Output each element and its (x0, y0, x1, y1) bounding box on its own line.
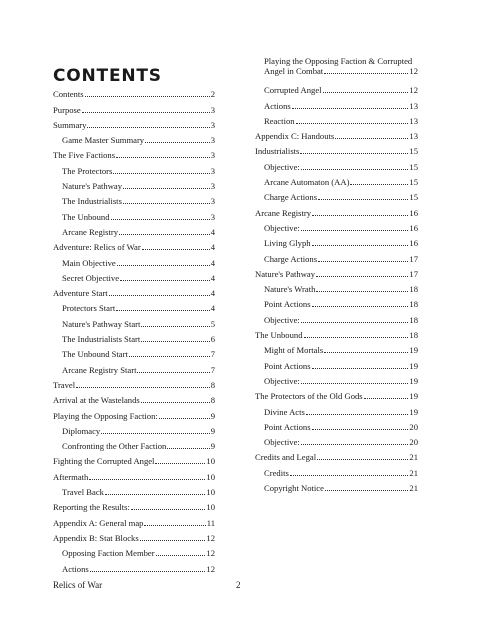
toc-entry-page: 4 (210, 257, 215, 268)
dot-leader (111, 219, 210, 220)
toc-entry-title: Credits (264, 467, 289, 478)
toc-entry-page: 5 (210, 318, 215, 329)
toc-entry-page: 10 (206, 471, 215, 482)
toc-entry-page: 17 (409, 253, 418, 264)
toc-entry-page: 4 (210, 272, 215, 283)
toc-entry-title: Nature's Pathway (62, 181, 123, 192)
toc-entry[interactable] (255, 80, 418, 95)
toc-entry[interactable] (53, 191, 215, 206)
toc-column-right (255, 56, 418, 493)
toc-entry[interactable] (255, 432, 418, 447)
toc-entry-title: Actions (62, 563, 89, 574)
dot-leader (76, 387, 210, 388)
toc-entry[interactable] (255, 218, 418, 233)
toc-entry-page: 6 (210, 334, 215, 345)
toc-entry-page: 20 (409, 437, 418, 448)
toc-entry[interactable] (53, 512, 215, 527)
toc-entry-page: 12 (206, 532, 215, 543)
toc-entry-page: 4 (210, 242, 215, 253)
toc-column-left (53, 84, 215, 574)
toc-entry-title: Charge Actions (264, 192, 318, 203)
toc-entry[interactable] (255, 172, 418, 187)
toc-entry-page: 16 (409, 238, 418, 249)
toc-entry-page: 3 (210, 211, 215, 222)
dot-leader (335, 138, 408, 139)
dot-leader (140, 540, 206, 541)
toc-entry-title: Copyright Notice (264, 483, 324, 494)
toc-entry-page: 15 (409, 192, 418, 203)
toc-entry-title: The Unbound Start (62, 349, 128, 360)
toc-entry-title: Nature's Pathway (255, 268, 316, 279)
dot-leader (301, 322, 409, 323)
toc-entry-page: 16 (409, 207, 418, 218)
dot-leader (113, 173, 209, 174)
toc-entry[interactable] (53, 451, 215, 466)
dot-leader (316, 276, 408, 277)
contents-heading: CONTENTS (53, 66, 162, 86)
toc-entry[interactable] (53, 206, 215, 221)
dot-leader (141, 402, 210, 403)
toc-entry-title: The Five Factions (53, 150, 116, 161)
toc-entry-title: Appendix C: Handouts (255, 131, 335, 142)
toc-entry-title: Credits and Legal (255, 452, 317, 463)
toc-entry-title: The Protectors (62, 165, 113, 176)
toc-entry[interactable] (255, 264, 418, 279)
toc-entry-page: 17 (409, 268, 418, 279)
toc-entry-page: 7 (210, 349, 215, 360)
toc-entry-page: 18 (409, 330, 418, 341)
toc-entry-title: Reaction (264, 115, 295, 126)
toc-entry[interactable] (53, 436, 215, 451)
toc-entry-page: 12 (206, 563, 215, 574)
toc-entry-title: Contents (53, 89, 84, 100)
toc-entry[interactable] (53, 283, 215, 298)
dot-leader (90, 571, 206, 572)
toc-entry[interactable] (53, 421, 215, 436)
toc-entry[interactable] (53, 359, 215, 374)
toc-entry-page: 3 (210, 196, 215, 207)
toc-entry[interactable] (53, 145, 215, 160)
dot-leader (301, 383, 409, 384)
toc-entry-page: 12 (409, 66, 418, 76)
toc-entry[interactable] (53, 344, 215, 359)
toc-entry-title: Game Master Summary (62, 135, 145, 146)
toc-entry-title: Arcane Registry Start (62, 364, 137, 375)
toc-entry[interactable] (53, 405, 215, 420)
dot-leader (123, 203, 210, 204)
toc-entry-page: 15 (409, 146, 418, 157)
dot-leader (324, 352, 408, 353)
toc-entry-title: Adventure: Relics of War (53, 242, 141, 253)
toc-entry-title: The Industrialists Start (62, 334, 141, 345)
toc-entry-page: 19 (409, 345, 418, 356)
toc-entry-page: 21 (409, 483, 418, 494)
toc-entry[interactable] (255, 386, 418, 401)
toc-entry[interactable] (255, 156, 418, 171)
toc-entry-page: 19 (409, 375, 418, 386)
toc-entry-page: 18 (409, 299, 418, 310)
toc-entry[interactable] (255, 417, 418, 432)
toc-entry[interactable] (53, 130, 215, 145)
dot-leader (116, 157, 210, 158)
toc-entry[interactable] (255, 248, 418, 263)
dot-leader (116, 310, 209, 311)
toc-entry-page: 19 (409, 360, 418, 371)
toc-entry-title: Nature's Pathway Start (62, 318, 141, 329)
toc-entry-page: 3 (210, 135, 215, 146)
toc-entry[interactable] (255, 340, 418, 355)
dot-leader (312, 215, 408, 216)
dot-leader (123, 188, 210, 189)
toc-entry-title: Playing the Opposing Faction & Corrupted (264, 56, 413, 66)
dot-leader (312, 306, 409, 307)
toc-entry[interactable] (255, 309, 418, 324)
dot-leader (301, 444, 409, 445)
toc-entry-page: 21 (409, 452, 418, 463)
toc-entry-title: Secret Objective (62, 272, 120, 283)
dot-leader (296, 123, 409, 124)
toc-entry-title: Objective: (264, 437, 300, 448)
dot-leader (306, 414, 409, 415)
toc-entry-title: Corrupted Angel (264, 85, 322, 96)
toc-entry-page: 8 (210, 395, 215, 406)
toc-entry-page: 19 (409, 406, 418, 417)
toc-entry-title: Purpose (53, 104, 81, 115)
toc-entry[interactable] (53, 237, 215, 252)
toc-entry-page: 18 (409, 284, 418, 295)
toc-entry-title: Objective: (264, 375, 300, 386)
toc-entry-title: Nature's Wrath (264, 284, 316, 295)
toc-entry-title: Playing the Opposing Faction: (53, 410, 158, 421)
dot-leader (137, 372, 209, 373)
toc-entry[interactable] (53, 497, 215, 512)
footer-title: Relics of War (53, 580, 103, 590)
dot-leader (292, 108, 409, 109)
toc-entry-title: Arrival at the Wastelands (53, 395, 140, 406)
dot-leader (109, 295, 210, 296)
dot-leader (301, 169, 409, 170)
dot-leader (312, 429, 409, 430)
toc-entry[interactable] (255, 95, 418, 110)
toc-entry-title: Reporting the Results: (53, 502, 130, 513)
dot-leader (316, 291, 408, 292)
toc-entry-page: 10 (206, 456, 215, 467)
toc-entry-title: Divine Acts (264, 406, 305, 417)
toc-entry-page: 4 (210, 303, 215, 314)
dot-leader (300, 153, 408, 154)
toc-entry-title: Appendix B: Stat Blocks (53, 532, 139, 543)
toc-entry-page: 3 (210, 165, 215, 176)
toc-entry[interactable] (53, 313, 215, 328)
dot-leader (156, 555, 206, 556)
toc-entry[interactable] (255, 447, 418, 462)
toc-entry-title: The Industrialists (62, 196, 122, 207)
toc-entry-page: 4 (210, 226, 215, 237)
toc-entry-page: 20 (409, 421, 418, 432)
toc-entry-page: 3 (210, 104, 215, 115)
dot-leader (87, 127, 209, 128)
toc-entry-title: Arcane Registry (62, 226, 119, 237)
dot-leader (304, 337, 409, 338)
toc-entry-page: 12 (409, 85, 418, 96)
dot-leader (325, 490, 408, 491)
toc-entry-title: Objective: (264, 222, 300, 233)
dot-leader (119, 234, 210, 235)
dot-leader (141, 341, 209, 342)
dot-leader (101, 433, 210, 434)
toc-entry[interactable] (255, 233, 418, 248)
toc-entry-title: Summary (53, 119, 87, 130)
toc-entry[interactable] (53, 329, 215, 344)
toc-entry-page: 4 (210, 288, 215, 299)
toc-entry-title: Industrialists (255, 146, 300, 157)
toc-entry[interactable] (255, 401, 418, 416)
toc-entry[interactable] (255, 355, 418, 370)
dot-leader (312, 368, 409, 369)
dot-leader (159, 418, 210, 419)
toc-entry-page: 12 (206, 548, 215, 559)
dot-leader (142, 249, 210, 250)
toc-entry-page: 21 (409, 467, 418, 478)
toc-entry[interactable] (255, 202, 418, 217)
toc-entry-title: Adventure Start (53, 288, 108, 299)
toc-entry-title: Point Actions (264, 360, 311, 371)
toc-entry-page: 3 (210, 119, 215, 130)
dot-leader (167, 448, 209, 449)
dot-leader (105, 494, 205, 495)
toc-entry-title: Arcane Automaton (AA) (264, 177, 350, 188)
toc-entry[interactable] (255, 279, 418, 294)
toc-entry[interactable] (255, 141, 418, 156)
toc-entry-page: 18 (409, 314, 418, 325)
dot-leader (117, 265, 210, 266)
toc-entry[interactable] (53, 99, 215, 114)
toc-entry-page: 13 (409, 115, 418, 126)
toc-entry-page: 9 (210, 441, 215, 452)
dot-leader (145, 142, 210, 143)
toc-entry-title-continued: Angel in Combat (264, 66, 324, 76)
toc-entry-title: Travel (53, 379, 76, 390)
toc-entry-title: Travel Back (62, 487, 104, 498)
toc-entry-title: Diplomacy (62, 425, 101, 436)
toc-entry-page: 16 (409, 222, 418, 233)
dot-leader (350, 184, 408, 185)
dot-leader (318, 199, 408, 200)
toc-entry-title: The Unbound (62, 211, 110, 222)
toc-entry-page: 9 (210, 425, 215, 436)
toc-entry[interactable] (255, 371, 418, 386)
toc-entry-page: 10 (206, 502, 215, 513)
toc-entry-page: 13 (409, 131, 418, 142)
dot-leader (301, 230, 409, 231)
dot-leader (318, 261, 408, 262)
dot-leader (85, 96, 210, 97)
toc-entry[interactable] (53, 482, 215, 497)
toc-entry-title: Point Actions (264, 421, 311, 432)
toc-entry[interactable] (53, 252, 215, 267)
toc-entry-title: Might of Mortals (264, 345, 324, 356)
dot-leader (317, 459, 408, 460)
toc-entry[interactable] (255, 187, 418, 202)
dot-leader (120, 280, 210, 281)
toc-entry-title: The Protectors of the Old Gods (255, 391, 363, 402)
toc-entry-title: Objective: (264, 314, 300, 325)
toc-entry[interactable] (53, 298, 215, 313)
toc-entry[interactable] (53, 558, 215, 573)
toc-entry-page: 9 (210, 410, 215, 421)
toc-entry[interactable] (53, 115, 215, 130)
dot-leader (312, 245, 409, 246)
toc-entry-page: 15 (409, 161, 418, 172)
dot-leader (129, 356, 210, 357)
dot-leader (131, 509, 206, 510)
toc-entry-page: 10 (206, 487, 215, 498)
toc-entry[interactable] (255, 325, 418, 340)
toc-entry[interactable] (53, 466, 215, 481)
dot-leader (364, 398, 409, 399)
toc-entry-page: 8 (210, 379, 215, 390)
toc-entry[interactable] (53, 268, 215, 283)
toc-entry-page: 11 (206, 517, 215, 528)
toc-entry-title: Objective: (264, 161, 300, 172)
toc-entry[interactable] (255, 478, 418, 493)
toc-entry[interactable] (53, 160, 215, 175)
dot-leader (89, 479, 205, 480)
toc-entry[interactable] (53, 176, 215, 191)
toc-entry-title: Arcane Registry (255, 207, 312, 218)
toc-entry-title: The Unbound (255, 330, 303, 341)
toc-entry-page: 2 (210, 89, 215, 100)
toc-entry[interactable] (53, 375, 215, 390)
toc-entry[interactable] (255, 294, 418, 309)
toc-entry-page: 19 (409, 391, 418, 402)
dot-leader (155, 463, 205, 464)
toc-entry-title: Charge Actions (264, 253, 318, 264)
toc-entry[interactable] (255, 126, 418, 141)
toc-entry[interactable] (53, 222, 215, 237)
toc-entry-title: Fighting the Corrupted Angel (53, 456, 155, 467)
toc-entry[interactable] (53, 84, 215, 99)
dot-leader (290, 475, 409, 476)
toc-entry-title: Main Objective (62, 257, 116, 268)
toc-entry[interactable] (53, 543, 215, 558)
toc-entry-title: Confronting the Other Faction (62, 441, 167, 452)
toc-entry-title: Actions (264, 100, 291, 111)
toc-entry-page: 15 (409, 177, 418, 188)
toc-entry[interactable] (255, 56, 418, 80)
toc-entry-title: Protectors Start (62, 303, 116, 314)
toc-entry-title: Living Glyph (264, 238, 311, 249)
dot-leader (324, 73, 408, 74)
dot-leader (82, 112, 210, 113)
toc-entry-page: 13 (409, 100, 418, 111)
toc-entry-title: Aftermath (53, 471, 89, 482)
toc-entry[interactable] (255, 111, 418, 126)
toc-entry[interactable] (255, 462, 418, 477)
footer-page-number: 2 (236, 580, 241, 590)
dot-leader (141, 326, 209, 327)
toc-entry-title: Appendix A: General map (53, 517, 144, 528)
toc-entry-page: 3 (210, 150, 215, 161)
toc-entry-page: 3 (210, 181, 215, 192)
dot-leader (323, 92, 409, 93)
toc-entry-title: Opposing Faction Member (62, 548, 155, 559)
toc-entry-page: 7 (210, 364, 215, 375)
toc-entry[interactable] (53, 528, 215, 543)
dot-leader (144, 525, 205, 526)
toc-entry-title: Point Actions (264, 299, 311, 310)
toc-entry[interactable] (53, 390, 215, 405)
toc-entry-title-line2 (264, 66, 418, 76)
